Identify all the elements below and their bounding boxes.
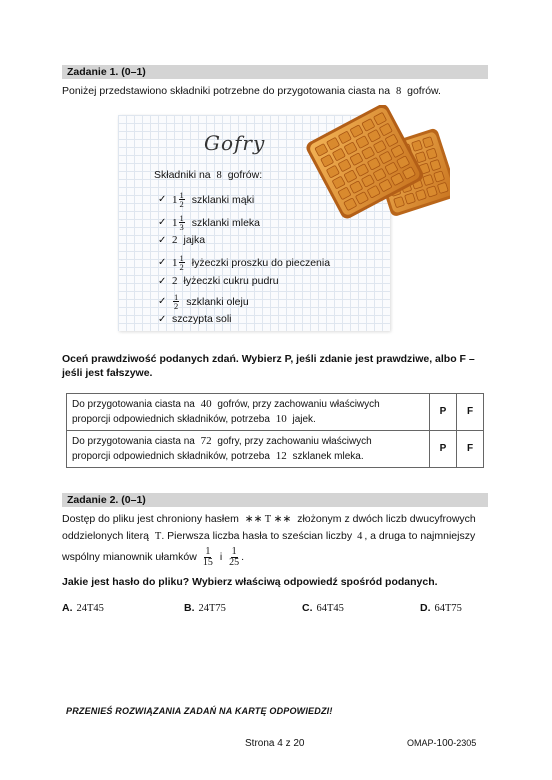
task2-question: Jakie jest hasło do pliku? Wybierz właściwą odpowiedź spośród podanych. [62,576,438,588]
ingredients-label-end: gofrów: [227,169,263,181]
task1-header-bar [62,65,488,79]
ingredient-text: szklanki mleka [191,216,261,229]
check-icon: ✓ [158,257,167,268]
statement-1: Do przygotowania ciasta na 40 gofrów, przy zachowaniu właściwych proporcji odpowiednich składników, potrzeba 10 jajek. [67,394,430,431]
ingredient-amount: 1 $\frac{1}{2}$ [172,253,184,272]
task1-intro-number: 8 [395,86,402,97]
ingredient-text: łyżeczki proszku do pieczenia [191,256,331,269]
check-icon: ✓ [158,275,167,287]
task1-intro-end: gofrów. [407,85,441,97]
task1-intro-text: Poniżej przedstawiono składniki potrzebne do przygotowania ciasta na [62,85,391,97]
recipe-title: Gofry [204,131,266,155]
statement-2: Do przygotowania ciasta na 72 gofry, przy zachowaniu właściwych proporcji odpowiednich składników, potrzeba 12 szklanek mleka. [67,431,430,468]
ingredients-label [154,169,262,181]
task2-line2: oddzielonych literą T. Pierwsza liczba hasła to sześcian liczby 4 , a druga to najmniejszy [62,530,476,542]
waffle-image [300,105,450,235]
check-icon: ✓ [158,217,167,228]
ingredient-item [158,254,330,271]
ingredient-text: łyżeczki cukru pudru [183,275,279,287]
ingredient-item [158,214,260,231]
option-p-1[interactable]: P [430,394,457,431]
ingredient-item [158,313,232,325]
task1-instruction [62,352,488,380]
exam-code: OMAP-100-2305 [407,738,477,749]
answer-d[interactable]: D. 64T75 [420,602,462,614]
task2-body [62,511,488,568]
ingredient-fraction: $\frac{1}{2}$ [179,253,184,272]
waffle-illustration [300,105,450,235]
task2-header-bar [62,493,488,507]
ingredient-text: szczypta soli [172,313,232,325]
ingredient-text: jajka [183,234,206,246]
task1-header: Zadanie 1. (0–1) [67,66,146,78]
fraction-1-15: $\frac{1}{15}$ [202,546,213,568]
table-row [67,431,484,468]
ingredient-amount: 1 $\frac{1}{2}$ [172,190,184,209]
page-number: Strona 4 z 20 [245,738,305,749]
option-f-2[interactable]: F [457,431,484,468]
task2-line1: Dostęp do pliku jest chroniony hasłem ∗∗ T ∗∗ złożonym z dwóch liczb dwucyfrowych [62,513,476,525]
option-p-2[interactable]: P [430,431,457,468]
answer-a[interactable]: A. 24T45 [62,602,104,614]
ingredient-amount: 2 [172,234,178,246]
ingredient-fraction: $\frac{1}{2}$ [179,190,184,209]
task2-line3: wspólny mianownik ułamków $\frac{1}{15}$ i $\frac{1}{25}$ . [62,546,245,568]
ingredient-item [158,275,279,287]
true-false-table [66,393,484,468]
ingredient-text: szklanki mąki [191,193,255,206]
ingredient-amount [172,293,180,310]
ingredient-item [158,293,249,310]
ingredient-text: szklanki oleju [186,295,249,308]
check-icon: ✓ [158,313,167,325]
ingredient-amount: 2 [172,275,178,287]
task1-instruction-line2: jeśli jest fałszywe. [62,367,153,379]
option-f-1[interactable]: F [457,394,484,431]
answer-c[interactable]: C. 64T45 [302,602,344,614]
ingredient-amount: 1 $\frac{1}{3}$ [172,213,184,232]
ingredient-item [158,191,254,208]
check-icon: ✓ [158,296,167,307]
ingredient-item [158,234,205,246]
ingredients-number: 8 [216,170,222,181]
task1-intro [62,84,488,99]
task1-instruction-line1: Oceń prawdziwość podanych zdań. Wybierz P, jeśli zdanie jest prawdziwe, albo F – [62,353,475,365]
transfer-note: PRZENIEŚ ROZWIĄZANIA ZADAŃ NA KARTĘ ODPOWIEDZI! [66,706,333,716]
answer-b[interactable]: B. 24T75 [184,602,226,614]
ingredients-label-text: Składniki na [154,169,211,181]
check-icon: ✓ [158,194,167,205]
check-icon: ✓ [158,234,167,246]
ingredient-fraction: $\frac{1}{2}$ [174,292,179,311]
task2-header: Zadanie 2. (0–1) [67,494,146,506]
table-row [67,394,484,431]
ingredient-fraction: $\frac{1}{3}$ [179,213,184,232]
fraction-1-25: $\frac{1}{25}$ [229,546,240,568]
